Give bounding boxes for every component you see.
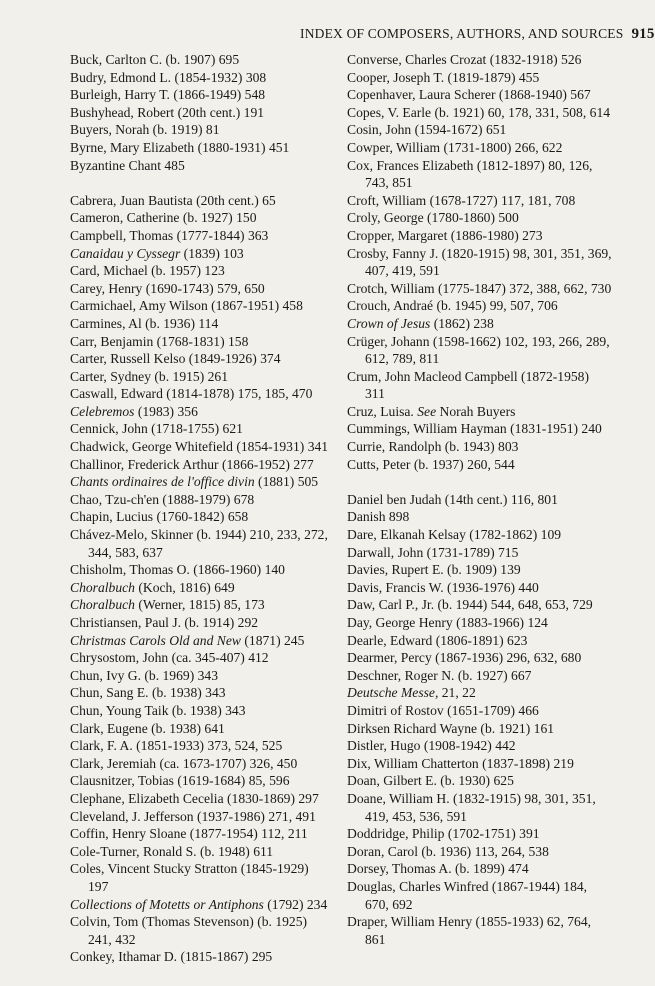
index-entry: Day, George Henry (1883-1966) 124 — [347, 615, 548, 630]
index-entry: Dearmer, Percy (1867-1936) 296, 632, 680 — [347, 650, 582, 666]
italic-title: Crown of Jesus — [347, 315, 431, 331]
section-gap — [347, 473, 612, 491]
index-entry: Caswall, Edward (1814-1878) 175, 185, 470 — [70, 386, 313, 402]
index-entry: Buck, Carlton C. (b. 1907) 695 — [70, 52, 240, 67]
index-entry: Dix, William Chatterton (1837-1898) 219 — [347, 755, 574, 771]
index-entry: Cameron, Catherine (b. 1927) 150 — [70, 210, 257, 226]
index-entry: Coffin, Henry Sloane (1877-1954) 112, 211 — [70, 826, 308, 842]
italic-title: See — [417, 403, 437, 419]
italic-title: Chants ordinaires de l'office divin — [70, 474, 255, 490]
index-entry: Chun, Ivy G. (b. 1969) 343 — [70, 667, 219, 683]
index-entry: Carey, Henry (1690-1743) 579, 650 — [70, 280, 265, 296]
index-entry: Clark, Jeremiah (ca. 1673-1707) 326, 450 — [70, 755, 298, 771]
index-entry: Chadwick, George Whitefield (1854-1931) 341 — [70, 439, 329, 455]
index-entry: Choralbuch (Werner, 1815) 85, 173 — [70, 597, 265, 613]
index-entry: Coles, Vincent Stucky Stratton (1845-1929) 197 — [70, 861, 309, 894]
index-entry: Buyers, Norah (b. 1919) 81 — [70, 122, 220, 138]
index-entry: Celebremos (1983) 356 — [70, 403, 198, 419]
index-entry: Byrne, Mary Elizabeth (1880-1931) 451 — [70, 139, 290, 155]
index-entry: Chapin, Lucius (1760-1842) 658 — [70, 509, 249, 525]
running-title: INDEX OF COMPOSERS, AUTHORS, AND SOURCES — [300, 26, 624, 41]
index-entry: Colvin, Tom (Thomas Stevenson) (b. 1925) 241, 432 — [70, 914, 308, 947]
index-entry: Card, Michael (b. 1957) 123 — [70, 263, 225, 279]
index-entry: Currie, Randolph (b. 1943) 803 — [347, 439, 519, 455]
index-entry: Clephane, Elizabeth Cecelia (1830-1869) 297 — [70, 790, 319, 806]
index-entry: Deschner, Roger N. (b. 1927) 667 — [347, 667, 532, 683]
index-entry: Christmas Carols Old and New (1871) 245 — [70, 632, 305, 648]
italic-title: Canaidau y Cyssegr — [70, 245, 181, 261]
italic-title: Choralbuch — [70, 579, 135, 595]
index-entry: Cosin, John (1594-1672) 651 — [347, 122, 507, 138]
index-entry: Deutsche Messe, 21, 22 — [347, 685, 476, 701]
right-column — [347, 51, 612, 948]
index-entry: Clark, Eugene (b. 1938) 641 — [70, 720, 225, 736]
page-number: 915 — [631, 26, 655, 42]
index-entry: Doran, Carol (b. 1936) 113, 264, 538 — [347, 843, 549, 859]
index-entry: Douglas, Charles Winfred (1867-1944) 184, 670, 692 — [347, 878, 588, 912]
index-entry: Dirksen Richard Wayne (b. 1921) 161 — [347, 720, 555, 736]
index-entry: Davis, Francis W. (1936-1976) 440 — [347, 579, 539, 595]
index-entry: Copes, V. Earle (b. 1921) 60, 178, 331, 508, 614 — [347, 104, 611, 120]
index-entry: Cowper, William (1731-1800) 266, 622 — [347, 139, 563, 155]
index-entry: Draper, William Henry (1855-1933) 62, 764, 861 — [347, 914, 592, 947]
index-entry: Darwall, John (1731-1789) 715 — [347, 544, 519, 560]
page-header — [300, 26, 655, 43]
index-entry: Chun, Young Taik (b. 1938) 343 — [70, 702, 246, 718]
index-entry: Chao, Tzu-ch'en (1888-1979) 678 — [70, 491, 255, 507]
index-entry: Chisholm, Thomas O. (1866-1960) 140 — [70, 562, 285, 578]
index-entry: Doddridge, Philip (1702-1751) 391 — [347, 826, 540, 842]
index-entry: Cruz, Luisa. See Norah Buyers — [347, 403, 516, 419]
index-entry: Crouch, Andraé (b. 1945) 99, 507, 706 — [347, 298, 558, 314]
index-entry: Collections of Motetts or Antiphons (1792) 234 — [70, 896, 328, 912]
index-entry: Campbell, Thomas (1777-1844) 363 — [70, 227, 269, 243]
index-entry: Carmichael, Amy Wilson (1867-1951) 458 — [70, 298, 303, 314]
index-entry: Doan, Gilbert E. (b. 1930) 625 — [347, 773, 514, 789]
index-entry: Chants ordinaires de l'office divin (1881) 505 — [70, 474, 319, 490]
index-entry: Carter, Russell Kelso (1849-1926) 374 — [70, 351, 281, 367]
section-gap — [70, 174, 332, 192]
index-entry: Bushyhead, Robert (20th cent.) 191 — [70, 104, 265, 120]
index-entry: Crosby, Fanny J. (1820-1915) 98, 301, 351, 369, 407, 419, 591 — [347, 245, 612, 279]
index-entry: Choralbuch (Koch, 1816) 649 — [70, 579, 235, 595]
left-column — [70, 51, 332, 966]
index-entry: Cennick, John (1718-1755) 621 — [70, 421, 243, 437]
index-entry: Daniel ben Judah (14th cent.) 116, 801 — [347, 491, 558, 507]
index-entry: Distler, Hugo (1908-1942) 442 — [347, 738, 516, 754]
index-entry: Challinor, Frederick Arthur (1866-1952) 277 — [70, 456, 314, 472]
index-entry: Dearle, Edward (1806-1891) 623 — [347, 632, 528, 648]
index-entry: Cox, Frances Elizabeth (1812-1897) 80, 126, 743, 851 — [347, 157, 593, 191]
index-entry: Conkey, Ithamar D. (1815-1867) 295 — [70, 949, 273, 965]
index-entry: Dorsey, Thomas A. (b. 1899) 474 — [347, 861, 529, 877]
index-entry: Cabrera, Juan Bautista (20th cent.) 65 — [70, 192, 276, 208]
index-entry: Cooper, Joseph T. (1819-1879) 455 — [347, 69, 540, 85]
italic-title: Deutsche Messe, — [347, 685, 439, 701]
index-entry: Croft, William (1678-1727) 117, 181, 708 — [347, 192, 576, 208]
index-entry: Budry, Edmond L. (1854-1932) 308 — [70, 69, 267, 85]
index-entry: Carr, Benjamin (1768-1831) 158 — [70, 333, 249, 349]
index-entry: Chávez-Melo, Skinner (b. 1944) 210, 233, 272, 344, 583, 637 — [70, 527, 328, 560]
index-entry: Crüger, Johann (1598-1662) 102, 193, 266, 289, 612, 789, 811 — [347, 333, 610, 367]
index-entry: Crotch, William (1775-1847) 372, 388, 662, 730 — [347, 280, 612, 296]
index-entry: Doane, William H. (1832-1915) 98, 301, 351, 419, 453, 536, 591 — [347, 790, 596, 824]
italic-title: Collections of Motetts or Antiphons — [70, 896, 264, 912]
index-entry: Christiansen, Paul J. (b. 1914) 292 — [70, 615, 259, 630]
index-entry: Dimitri of Rostov (1651-1709) 466 — [347, 702, 539, 718]
italic-title: Christmas Carols Old and New — [70, 632, 241, 648]
index-entry: Danish 898 — [347, 509, 410, 525]
index-entry: Cole-Turner, Ronald S. (b. 1948) 611 — [70, 843, 274, 859]
index-entry: Dare, Elkanah Kelsay (1782-1862) 109 — [347, 527, 562, 543]
index-entry: Carmines, Al (b. 1936) 114 — [70, 315, 219, 331]
index-entry: Daw, Carl P., Jr. (b. 1944) 544, 648, 653, 729 — [347, 597, 593, 613]
index-entry: Davies, Rupert E. (b. 1909) 139 — [347, 562, 521, 578]
index-entry: Cleveland, J. Jefferson (1937-1986) 271, 491 — [70, 808, 316, 824]
index-entry: Burleigh, Harry T. (1866-1949) 548 — [70, 87, 266, 103]
index-entry: Clausnitzer, Tobias (1619-1684) 85, 596 — [70, 773, 290, 789]
index-entry: Cropper, Margaret (1886-1980) 273 — [347, 227, 543, 243]
index-entry: Canaidau y Cyssegr (1839) 103 — [70, 245, 244, 261]
index-entry: Copenhaver, Laura Scherer (1868-1940) 567 — [347, 87, 591, 103]
index-entry: Crum, John Macleod Campbell (1872-1958) 311 — [347, 368, 590, 402]
index-entry: Chrysostom, John (ca. 345-407) 412 — [70, 650, 269, 666]
index-entry: Cummings, William Hayman (1831-1951) 240 — [347, 421, 602, 437]
index-entry: Chun, Sang E. (b. 1938) 343 — [70, 685, 226, 701]
index-entry: Byzantine Chant 485 — [70, 157, 185, 173]
index-entry: Croly, George (1780-1860) 500 — [347, 210, 519, 226]
italic-title: Celebremos — [70, 403, 135, 419]
index-entry: Carter, Sydney (b. 1915) 261 — [70, 368, 229, 384]
index-entry: Clark, F. A. (1851-1933) 373, 524, 525 — [70, 738, 283, 754]
index-entry: Converse, Charles Crozat (1832-1918) 526 — [347, 52, 582, 67]
index-entry: Cutts, Peter (b. 1937) 260, 544 — [347, 456, 515, 472]
index-entry: Crown of Jesus (1862) 238 — [347, 315, 494, 331]
italic-title: Choralbuch — [70, 597, 135, 613]
